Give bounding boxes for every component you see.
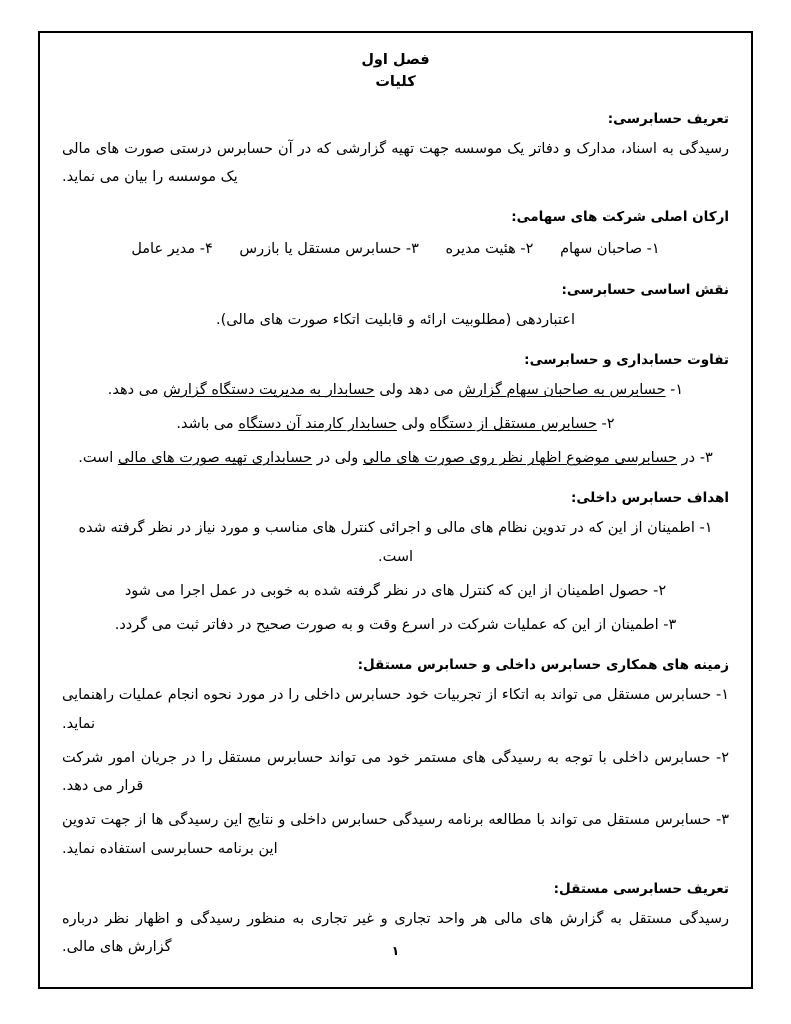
list-item: ۲- هئیت مدیره	[445, 241, 534, 258]
paragraph-basic-role: اعتباردهی (مطلوبیت ارائه و قابلیت اتکاء صورت های مالی).	[216, 311, 575, 328]
list-item: ۳- حسابرس مستقل یا بازرس	[239, 241, 419, 258]
heading-internal-audit-objectives: اهداف حسابرس داخلی:	[571, 490, 729, 507]
page-title: فصل اول	[361, 52, 430, 68]
page-subtitle: کلیات	[375, 74, 416, 91]
heading-independent-audit-definition: تعریف حسابرسی مستقل:	[553, 880, 729, 897]
list-item: ۱- اطمینان از این که در تدوین نظام های مالی و اجرائی کنترل های مناسب و مورد نیاز در نظر گرفته شده است.	[78, 520, 713, 565]
list-item: ۴- مدیر عامل	[131, 241, 213, 258]
underlined-text: حسابداری تهیه صورت های مالی	[117, 450, 313, 467]
list-item: ۲- حصول اطمینان از این که کنترل های در نظر گرفته شده به خوبی در عمل اجرا می شود	[124, 582, 667, 599]
underlined-text: حسابرسی موضوع اظهار نظر روی صورت های مالی	[362, 450, 678, 467]
list-item-number: ۲-	[596, 415, 615, 432]
underlined-text: حسابدار کارمند آن دستگاه	[238, 415, 397, 432]
page-content	[52, 44, 739, 976]
heading-main-organs: ارکان اصلی شرکت های سهامی:	[511, 209, 729, 226]
list-main-organs	[62, 235, 729, 263]
list-item-number: ۳- در	[677, 450, 713, 467]
heading-audit-definition: تعریف حسابرسی:	[607, 111, 729, 128]
heading-accounting-vs-auditing: تفاوت حسابداری و حسابرسی:	[524, 351, 729, 368]
list-item: ۳- اطمینان از این که عملیات شرکت در اسرع وقت و به صورت صحیح در دفاتر ثبت می گردد.	[114, 617, 677, 634]
plain-text: می دهد ولی	[374, 381, 459, 398]
plain-text: ولی در	[312, 450, 363, 467]
heading-cooperation-areas: زمینه های همکاری حسابرس داخلی و حسابرس مستقل:	[357, 657, 729, 674]
list-item: ۱- حسابرس مستقل می تواند به اتکاء از تجربیات خود حسابرس داخلی را در مورد نحوه انجام عملیات راهنمایی نماید.	[62, 687, 729, 732]
paragraph-audit-definition: رسیدگی به اسناد، مدارک و دفاتر یک موسسه جهت تهیه گزارشی که در آن حسابرس درستی صورت های مالی یک موسسه را بیان می نماید.	[62, 140, 729, 186]
underlined-text: حسابدار به مدیریت دستگاه گزارش	[163, 381, 375, 398]
list-item: ۱- صاحبان سهام	[560, 241, 660, 258]
plain-text: می دهد.	[107, 381, 164, 398]
paragraph-independent-audit-definition: رسیدگی مستقل به گزارش های مالی هر واحد تجاری و غیر تجاری به منظور رسیدگی و اظهار نظر درباره گزارش های مالی.	[62, 910, 729, 956]
list-item: ۲- حسابرس داخلی با توجه به رسیدگی های مستمر خود می تواند حسابرس مستقل را در جریان امور شرکت قرار می دهد.	[62, 749, 729, 795]
underlined-text: حسابرس به صاحبان سهام گزارش	[458, 381, 666, 398]
plain-text: است.	[78, 450, 118, 467]
heading-basic-role: نقش اساسی حسابرسی:	[561, 281, 729, 298]
list-item-number: ۱-	[665, 381, 684, 398]
list-item: ۳- حسابرس مستقل می تواند با مطالعه برنامه رسیدگی حسابرس داخلی و نتایج این رسیدگی ها از جهت تدوین این برنامه حسابرسی استفاده نماید.	[62, 812, 729, 857]
list-item	[62, 444, 729, 472]
plain-text: ولی	[396, 415, 430, 432]
list-item	[62, 376, 729, 404]
list-item	[62, 410, 729, 438]
page-number: ۱	[391, 943, 400, 958]
underlined-text: حسابرس مستقل از دستگاه	[429, 415, 597, 432]
plain-text: می باشد.	[176, 415, 239, 432]
